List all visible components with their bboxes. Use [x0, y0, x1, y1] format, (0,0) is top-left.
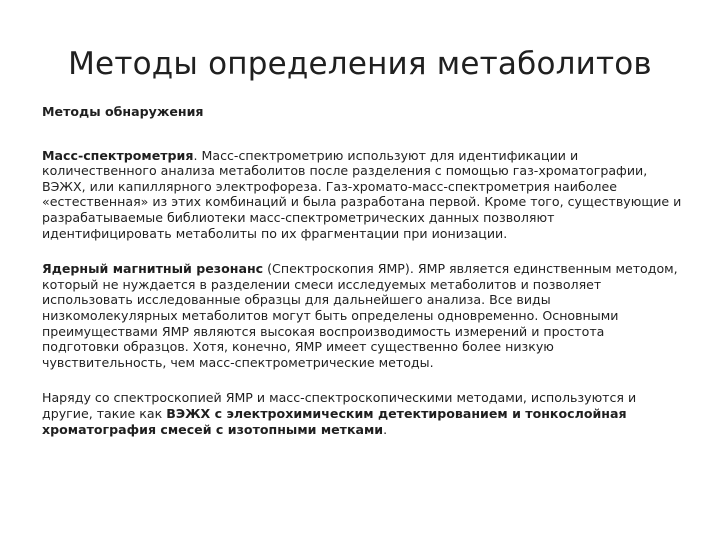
paragraph-mass-spectrometry — [42, 148, 682, 242]
slide-title: Методы определения метаболитов — [68, 46, 652, 82]
section-subheading: Методы обнаружения — [42, 104, 204, 119]
paragraph-nmr — [42, 261, 682, 370]
paragraph-lead: Масс-спектрометрия — [42, 147, 194, 163]
paragraph-tail: . — [383, 421, 388, 437]
paragraph-bold-tail: ВЭЖХ с электрохимическим детектированием и тонкослойная хроматография смесей с изотопными метками — [42, 405, 627, 437]
paragraph-text: (Спектроскопия ЯМР). ЯМР является единственным методом, который не нуждается в разделении смеси исследуемых метаболитов и позволяет использовать исследованные образцы для дальнейшего анализа. Все виды низкомолекулярных метаболитов могут быть определены одновременно. Основными преимуществами ЯМР являются высокая воспроизводимость измерений и простота подготовки образцов. Хотя, конечно, ЯМР имеет существенно более низкую чувствительность, чем масс-спектрометрические методы. — [42, 261, 678, 370]
paragraph-lead: Ядерный магнитный резонанс — [42, 261, 264, 277]
paragraph-text: . Масс-спектрометрию используют для идентификации и количественного анализа метаболитов после разделения с помощью газ-хроматографии, ВЭЖХ, или капиллярного электрофореза. Газ-хромато-масс-спектрометрия наиболее «естественная» из этих комбинаций и была разработана первой. Кроме того, существующие и разрабатываемые библиотеки масс-спектрометрических данных позволяют идентифицировать метаболиты по их фрагментации при ионизации. — [42, 147, 682, 241]
slide-content — [42, 104, 682, 457]
paragraph-other-methods — [42, 390, 682, 437]
paragraph-text: Наряду со спектроскопией ЯМР и масс-спектроскопическими методами, используются и другие, такие как — [42, 390, 637, 421]
